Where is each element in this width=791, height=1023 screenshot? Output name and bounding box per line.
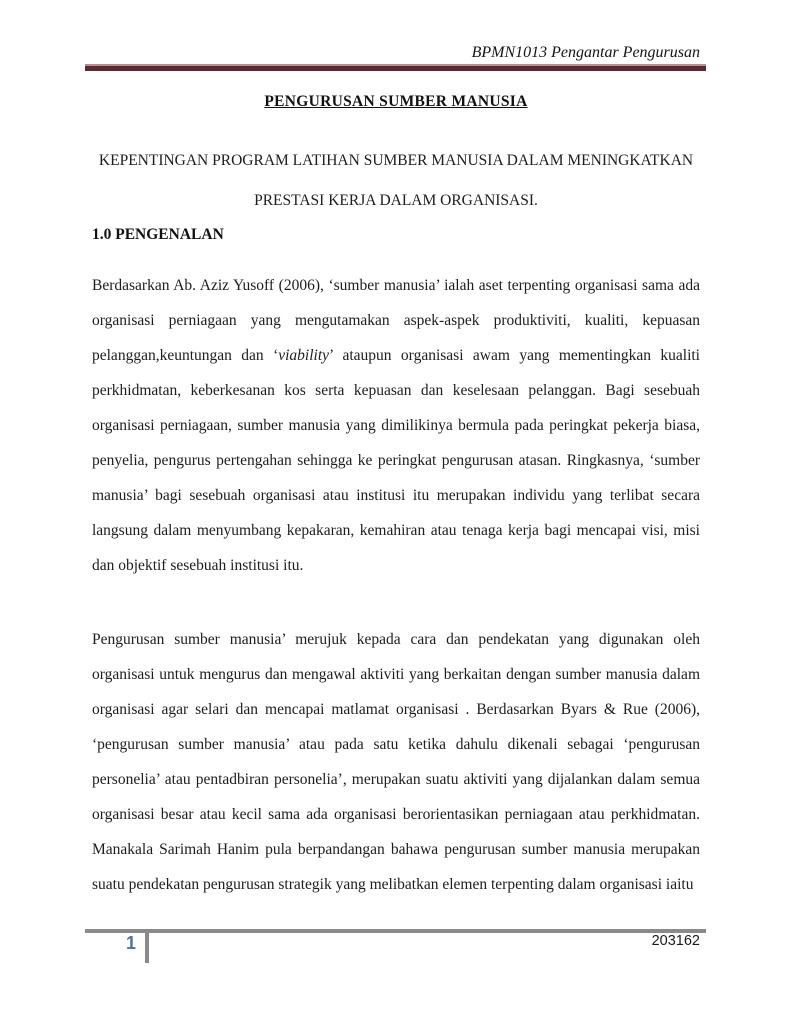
paragraph-1-text: Berdasarkan Ab. Aziz Yusoff (2006), ‘sumber manusia’ ialah aset terpenting organisasi sama ada organisasi perniagaan yang mengutamakan aspek-aspek produktiviti, kualiti, kepuasan pelanggan,keuntungan dan ‘: [92, 277, 700, 364]
paragraph-1-text-continued: ’ ataupun organisasi awam yang mementingkan kualiti perkhidmatan, keberkesanan kos serta kepuasan dan keselesaan pelanggan. Bagi sesebuah organisasi perniagaan, sumber manusia yang dimilikinya bermula pada peringkat pekerja biasa, penyelia, pengurus pertengahan sehingga ke peringkat pengurusan atasan. Ringkasnya, ‘sumber manusia’ bagi sesebuah organisasi atau institusi itu merupakan individu yang terlibat secara langsung dalam menyumbang kepakaran, kemahiran atau tenaga kerja bagi mencapai visi, misi dan objektif sesebuah institusi itu.: [92, 347, 700, 574]
paragraph-2: Pengurusan sumber manusia’ merujuk kepada cara dan pendekatan yang digunakan oleh organisasi untuk mengurus dan mengawal aktiviti yang berkaitan dengan sumber manusia dalam organisasi agar selari dan mencapai matlamat organisasi . Berdasarkan Byars & Rue (2006), ‘pengurusan sumber manusia’ atau pada satu ketika dahulu dikenali sebagai ‘pengurusan personelia’ atau pentadbiran personelia’, merupakan suatu aktiviti yang dijalankan dalam semua organisasi besar atau kecil sama ada organisasi berorientasikan perniagaan atau perkhidmatan. Manakala Sarimah Hanim pula berpandangan bahawa pengurusan sumber manusia merupakan suatu pendekatan pengurusan strategik yang melibatkan elemen terpenting dalam organisasi iaitu: [92, 631, 700, 893]
document-id: 203162: [651, 933, 700, 949]
subtitle-line-2: PRESTASI KERJA DALAM ORGANISASI.: [254, 192, 538, 209]
section-heading: 1.0 PENGENALAN: [92, 226, 224, 243]
subtitle-line-1: KEPENTINGAN PROGRAM LATIHAN SUMBER MANUSIA DALAM MENINGKATKAN: [98, 152, 694, 169]
paragraph-1: [92, 268, 700, 583]
document-subtitle: [92, 141, 700, 221]
paragraph-1-italic-term: viability: [278, 347, 330, 364]
header-course-code: BPMN1013 Pengantar Pengurusan: [471, 44, 700, 61]
header-rule: [85, 64, 706, 71]
page-number: 1: [126, 933, 137, 953]
document-title: PENGURUSAN SUMBER MANUSIA: [264, 93, 528, 110]
